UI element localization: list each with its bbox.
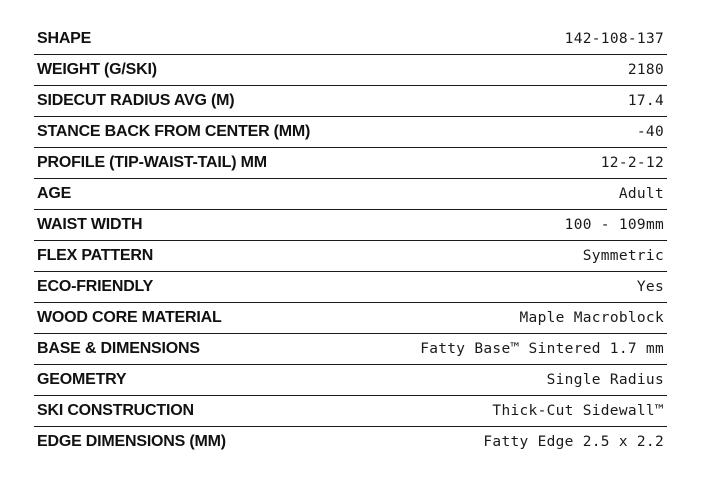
spec-label: ECO-FRIENDLY bbox=[37, 278, 154, 295]
spec-value: 142-108-137 bbox=[564, 31, 664, 47]
spec-value: Maple Macroblock bbox=[519, 310, 664, 326]
spec-row-eco-friendly bbox=[34, 272, 667, 303]
spec-value: 17.4 bbox=[627, 93, 664, 109]
spec-label: WEIGHT (G/SKI) bbox=[37, 61, 157, 78]
spec-row-age bbox=[34, 179, 667, 210]
spec-value: Adult bbox=[618, 186, 664, 202]
spec-row-wood-core bbox=[34, 303, 667, 334]
spec-label: EDGE DIMENSIONS (MM) bbox=[37, 433, 226, 450]
spec-row-ski-construction bbox=[34, 396, 667, 427]
spec-row-edge-dimensions bbox=[34, 427, 667, 457]
spec-label: SIDECUT RADIUS AVG (M) bbox=[37, 92, 235, 109]
spec-label: FLEX PATTERN bbox=[37, 247, 154, 264]
spec-row-shape bbox=[34, 24, 667, 55]
spec-value: 12-2-12 bbox=[600, 155, 664, 171]
spec-row-waist-width bbox=[34, 210, 667, 241]
spec-label: GEOMETRY bbox=[37, 371, 127, 388]
spec-value: Fatty Edge 2.5 x 2.2 bbox=[483, 434, 664, 450]
spec-row-profile bbox=[34, 148, 667, 179]
spec-value: Yes bbox=[636, 279, 664, 295]
spec-row-flex-pattern bbox=[34, 241, 667, 272]
spec-row-stance-back bbox=[34, 117, 667, 148]
spec-label: PROFILE (TIP-WAIST-TAIL) MM bbox=[37, 154, 267, 171]
spec-row-base-dimensions bbox=[34, 334, 667, 365]
spec-label: WAIST WIDTH bbox=[37, 216, 143, 233]
spec-value: -40 bbox=[636, 124, 664, 140]
spec-label: AGE bbox=[37, 185, 72, 202]
spec-value: 2180 bbox=[627, 62, 664, 78]
spec-value: Fatty Base™ Sintered 1.7 mm bbox=[420, 341, 664, 357]
spec-label: STANCE BACK FROM CENTER (MM) bbox=[37, 123, 311, 140]
spec-label: BASE & DIMENSIONS bbox=[37, 340, 200, 357]
spec-value: 100 - 109mm bbox=[564, 217, 664, 233]
spec-row-sidecut-radius bbox=[34, 86, 667, 117]
spec-label: WOOD CORE MATERIAL bbox=[37, 309, 222, 326]
spec-row-weight bbox=[34, 55, 667, 86]
spec-value: Single Radius bbox=[546, 372, 664, 388]
spec-value: Thick-Cut Sidewall™ bbox=[492, 403, 664, 419]
spec-value: Symmetric bbox=[582, 248, 664, 264]
spec-row-geometry bbox=[34, 365, 667, 396]
spec-label: SKI CONSTRUCTION bbox=[37, 402, 194, 419]
spec-table bbox=[34, 24, 667, 457]
spec-label: SHAPE bbox=[37, 30, 92, 47]
